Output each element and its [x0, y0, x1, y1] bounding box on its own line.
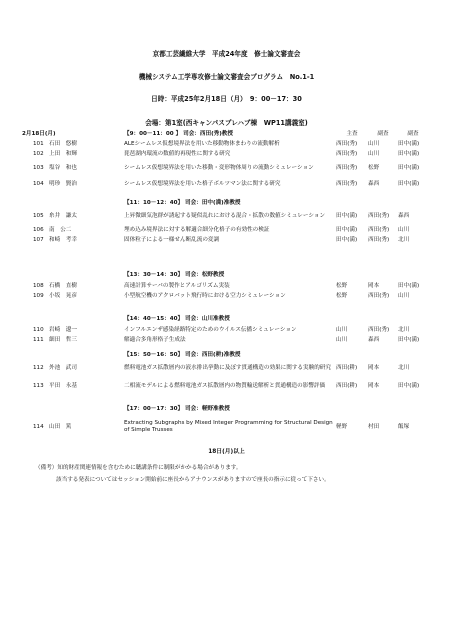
talk-number: 105	[33, 212, 44, 219]
talk-row	[0, 209, 453, 223]
title-datetime: 日時：平成25年2月18日（月） 9：00－17：30	[151, 95, 302, 103]
presenter-name: 上田 和輝	[49, 151, 77, 157]
talk-title: 上昇微細気泡群が誘起する疑似乱れにおける混合・拡散の数値シミュレーション	[124, 212, 326, 219]
chief-examiner: 松野	[336, 293, 348, 299]
vice2-header: 副査	[407, 131, 419, 137]
talk-row	[0, 235, 453, 246]
presenter-name: 山田 篤	[49, 423, 72, 430]
chief-examiner: 松野	[336, 283, 348, 289]
talk-row	[0, 149, 453, 160]
vice-examiner-2: 北川	[398, 327, 410, 333]
talk-title: シームレス仮想境界法を用いた格子ボルツマン法に関する研究	[124, 181, 281, 187]
vice-examiner-1: 森西	[368, 337, 380, 343]
vice-examiner-2: 山川	[398, 293, 410, 299]
session-title: 【9：00－11：00 】 司会：西田(秀)教授	[124, 131, 233, 137]
talk-row	[0, 161, 453, 175]
chief-examiner: 山川	[336, 337, 348, 343]
talk-number: 113	[33, 382, 44, 389]
talk-number: 106	[33, 227, 44, 233]
vice-examiner-2: 飯塚	[398, 423, 410, 430]
presenter-name: 明珍 賢治	[49, 181, 77, 187]
session-header	[0, 198, 453, 209]
session-title: 【17：00－17：30】 司会：軽野准教授	[124, 406, 230, 412]
remark-note: （備考）知的財産関連情報を含むために聴講条件に制限がかかる場合があります。	[35, 465, 242, 471]
vice-examiner-1: 西田(秀)	[368, 212, 390, 219]
talk-title: 小型航空機のアクロバット飛行時における空力シミュレーション	[124, 293, 286, 299]
session-title: 【11：10－12：40】 司会：田中(満)准教授	[124, 200, 241, 206]
session-header	[0, 404, 453, 415]
talk-number: 108	[33, 283, 44, 289]
talk-row	[0, 417, 453, 437]
talk-title: シームレス仮想境界法を用いた移動・変形物体周りの流動シミュレーション	[124, 164, 314, 171]
presenter-name: 和崎 考幸	[49, 237, 77, 243]
talk-number: 101	[33, 141, 44, 147]
talk-title: ALEシームレス仮想境界法を用いた移動物体まわりの流動解析	[124, 141, 280, 147]
talk-number: 114	[33, 423, 44, 430]
talk-number: 110	[33, 327, 44, 333]
talk-number: 103	[33, 164, 44, 171]
vice-examiner-2: 田中(満)	[398, 164, 420, 171]
vice-examiner-2: 田中(満)	[398, 382, 420, 389]
chief-examiner: 田中(満)	[336, 237, 358, 243]
vice-examiner-1: 山川	[368, 141, 380, 147]
vice-examiner-2: 北川	[398, 364, 410, 371]
chief-examiner: 西田(耕)	[336, 364, 358, 371]
vice-examiner-2: 田中(満)	[398, 181, 420, 187]
chief-examiner: 西田(秀)	[336, 181, 358, 187]
chief-examiner: 西田(秀)	[336, 151, 358, 157]
talk-number: 102	[33, 151, 44, 157]
vice-examiner-2: 田中(満)	[398, 141, 420, 147]
presenter-name: 外池 武司	[49, 364, 77, 371]
chief-examiner: 田中(満)	[336, 227, 358, 233]
end-of-day-label: 18日(月)以上	[208, 449, 245, 455]
presenter-name: 石田 悠樹	[49, 141, 77, 147]
session-title: 【15：50－16：50】 司会：西田(耕)准教授	[124, 352, 241, 358]
session-header	[0, 350, 453, 361]
vice-examiner-1: 岡本	[368, 283, 380, 289]
presenter-name: 石橋 直樹	[49, 283, 77, 289]
vice-examiner-1: 岡本	[368, 364, 380, 371]
vice-examiner-1: 岡本	[368, 382, 380, 389]
chief-examiner: 山川	[336, 327, 348, 333]
talk-title: 琵琶湖内環流の数値的再現性に関する研究	[124, 151, 231, 157]
talk-row	[0, 379, 453, 393]
vice-examiner-2: 田中(満)	[398, 337, 420, 343]
chief-examiner: 西田(耕)	[336, 382, 358, 389]
vice-examiner-1: 山川	[368, 151, 380, 157]
vice-examiner-1: 森西	[368, 181, 380, 187]
talk-number: 104	[33, 181, 44, 187]
talk-row	[0, 335, 453, 346]
talk-title: 解適合多角形格子生成法	[124, 337, 186, 343]
presenter-name: 岩崎 遼一	[49, 327, 77, 333]
chief-examiner: 西田(秀)	[336, 164, 358, 171]
chief-examiner: 軽野	[336, 423, 348, 430]
talk-title: 高速計算サーバの製作とアルゴリズム実装	[124, 283, 230, 289]
chief-header: 主査	[346, 131, 358, 137]
vice-examiner-2: 田中(満)	[398, 151, 420, 157]
remark-note: 該当する発表についてはセッション開始前に座長からアナウンスがありますので座長の指示に従って下さい。	[56, 477, 330, 483]
session-header	[0, 314, 453, 325]
vice-examiner-2: 北川	[398, 237, 410, 243]
presenter-name: 細田 哲三	[49, 337, 77, 343]
title-venue: 会場：第1室(西キャンパスプレハブ棟 WP11講義室)	[145, 119, 308, 127]
talk-number: 112	[33, 364, 44, 371]
session-title: 【13：30－14：30】 司会：松野教授	[124, 272, 225, 278]
talk-row	[0, 361, 453, 375]
talk-row	[0, 291, 453, 302]
date-label: 2月18日(月)	[22, 131, 56, 137]
talk-title: 固体粒子による一様せん断乱流の変調	[124, 237, 220, 243]
presenter-name: 糸井 謙太	[49, 212, 77, 219]
title-program: 機械システム工学専攻修士論文審査会プログラム No.1-1	[138, 73, 315, 81]
talk-row	[0, 179, 453, 190]
talk-number: 107	[33, 237, 44, 243]
vice-examiner-2: 森西	[398, 212, 410, 219]
talk-number: 111	[33, 337, 44, 343]
vice-examiner-1: 西田(秀)	[368, 327, 390, 333]
talk-number: 109	[33, 293, 44, 299]
presenter-name: 南 公二	[49, 227, 72, 233]
vice-examiner-1: 西田(秀)	[368, 293, 390, 299]
presenter-name: 平田 永基	[49, 382, 77, 389]
talk-title: 燃料電池ガス拡散層内の液水排出挙動に及ぼす貫通構造の効果に関する実験的研究	[124, 364, 331, 371]
vice-examiner-2: 田中(満)	[398, 283, 420, 289]
presenter-name: 小坂 晃彦	[49, 293, 77, 299]
vice-examiner-2: 山川	[398, 227, 410, 233]
talk-title: インフルエンザ感染経路特定のためのウイルス伝播シミュレーション	[124, 327, 297, 333]
vice-examiner-1: 村田	[368, 423, 380, 430]
vice-examiner-1: 西田(秀)	[368, 237, 390, 243]
session-header	[0, 270, 453, 281]
session-title: 【14：40－15：40】 司会：山川准教授	[124, 316, 230, 322]
talk-title: 二相流モデルによる燃料電池ガス拡散層内の物質輸送解析と貫通構造の影響評価	[124, 382, 326, 389]
vice-examiner-1: 松野	[368, 164, 380, 171]
vice1-header: 副査	[377, 131, 389, 137]
chief-examiner: 西田(秀)	[336, 141, 358, 147]
presenter-name: 塩谷 和也	[49, 164, 77, 171]
title-university: 京都工芸繊維大学 平成24年度 修士論文審査会	[152, 50, 301, 58]
talk-title: 埋め込み境界法に対する解適合細分化格子の有効性の検証	[124, 227, 270, 233]
chief-examiner: 田中(満)	[336, 212, 358, 219]
talk-title: Extracting Subgraphs by Mixed Integer Programming for Structural Design of Simple Trusses	[124, 420, 333, 433]
vice-examiner-1: 西田(秀)	[368, 227, 390, 233]
